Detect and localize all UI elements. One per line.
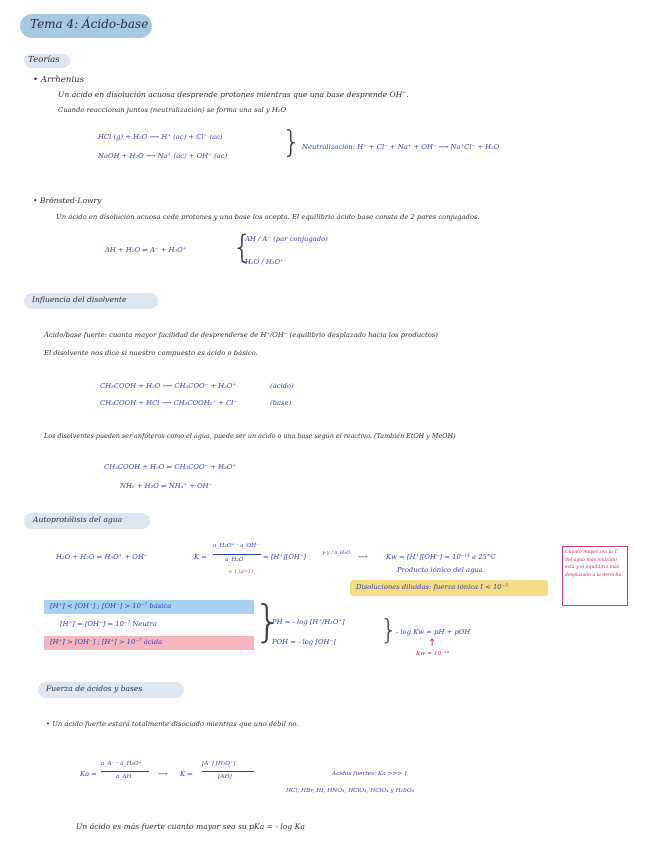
arrhenius-eq1: HCl (g) + H₂O ⟶ H⁺ (ac) + Cl⁻ (ac)	[98, 133, 223, 141]
neutralizacion-eq: Neutralización: H⁺ + Cl⁻ + Na⁺ + OH⁻ ⟶ Na⁺Cl⁻ + H₂O	[302, 143, 500, 151]
kw-up-arrow: ↑	[428, 638, 437, 649]
disolvente-eq2-tag: (base)	[270, 399, 292, 407]
disolvente-eq2: CH₃COOH + HCl ⟶ CH₃COOH₂⁺ + Cl⁻	[100, 399, 237, 407]
disolvente-line2: El disolvente nos dice si nuestro compuesto es ácido o básico.	[44, 349, 258, 357]
row-basic: [H⁺] < [OH⁻] ; [OH⁻] > 10⁻⁷ básica	[50, 602, 172, 610]
arrhenius-desc2: Cuando reaccionan juntos (neutralización) se forma una sal y H₂O	[58, 106, 287, 114]
bronsted-eq: AH + H₂O ⇌ A⁻ + H₃O⁺	[105, 246, 187, 254]
bronsted-pair2: H₂O / H₃O⁺	[245, 258, 284, 266]
k-gamma: γ·γ / a_H₂O	[322, 550, 351, 556]
disolvente-eq4: NH₃ + H₂O ⇌ NH₄⁺ + OH⁻	[120, 482, 213, 490]
poh-formula: POH = - log [OH⁻]	[272, 638, 336, 646]
ka-numerator: a_A⁻ · a_H₃O⁺	[101, 761, 142, 767]
section-heading-fuerza: Fuerza de ácidos y bases	[46, 684, 143, 693]
section-heading-disolvente: Influencia del disolvente	[32, 295, 127, 304]
ka-denominator: a_AH	[116, 774, 132, 780]
fuerza-line2: Un ácido es más fuerte cuanto mayor sea su pKa = - log Ka	[76, 822, 305, 831]
arrhenius-eq2: NaOH + H₂O ⟶ Na⁺ (ac) + OH⁻ (ac)	[98, 152, 228, 160]
section-heading-autoprotolisis: Autoprotólisis del agua	[33, 515, 123, 524]
strong-acids: Ácidos fuertes: Ka >>> 1	[332, 771, 408, 777]
k-rhs: = [H⁺][OH⁻]	[263, 553, 307, 561]
row-acid: [H⁺] > [OH⁻] ; [H⁺] > 10⁻⁷ ácida	[50, 638, 163, 646]
kw-value: Kw = 10⁻¹⁴	[416, 651, 449, 657]
k-arrow: ⟶	[358, 553, 368, 561]
k-mid: K =	[180, 770, 193, 778]
ka-arrow: ⟶	[158, 770, 168, 778]
section-heading-teorias: Teorías	[28, 55, 60, 65]
k-mid-denominator: [AH]	[218, 774, 232, 780]
kw-label: Producto iónico del agua.	[397, 566, 486, 574]
k-numerator: a_H₃O⁺ · a_OH⁻	[213, 543, 260, 549]
arrhenius-brace: }	[282, 125, 302, 160]
pkw-brace: }	[380, 613, 398, 646]
ph-formula: PH = - log [H⁺/H₃O⁺]	[272, 618, 345, 626]
page-title: Tema 4: Ácido-base	[30, 17, 149, 31]
pkw-formula: - log Kw = pH + pOH	[396, 628, 471, 636]
kw-expression: Kw = [H⁺][OH⁻] = 10⁻¹⁴ a 25°C	[386, 553, 496, 561]
bronsted-pair1: AH / A⁻ (par conjugado)	[245, 235, 328, 243]
bronsted-heading: • Brönsted-Lowry	[33, 196, 102, 205]
k-denominator: a_H₂O	[225, 557, 244, 563]
k-fraction-line	[213, 554, 261, 555]
disolvente-eq3: CH₃COOH + H₂O ⇌ CH₃COO⁻ + H₃O⁺	[104, 463, 236, 471]
disolvente-eq1: CH₃COOH + H₂O ⟶ CH₃COO⁻ + H₃O⁺	[100, 382, 237, 390]
temperature-note: Cuanto mayor sea la T del agua más ionizado está y el equilibrio más desplazado a la derecha.	[565, 550, 623, 578]
k-mid-fraction-line	[202, 771, 254, 772]
disolvente-line3: Los disolventes pueden ser anfóteros como el agua, puede ser un ácido o una base según el reactivo. (También EtOH y MeOH)	[44, 432, 456, 440]
dilute-note: Disoluciones diluidas: fuerza iónica I < 10⁻³	[356, 583, 508, 591]
disolvente-line1: Ácido/base fuerte: cuanta mayor facilidad de desprenderse de H⁺/OH⁻ (equilibrio desplazado hacia los productos)	[44, 331, 438, 339]
ka-lhs: Ka =	[80, 770, 97, 778]
arrhenius-desc: Un ácido en disolución acuosa desprende protones mientras que una base desprende OH⁻.	[58, 90, 409, 99]
row-neutral: [H⁺] = [OH⁻] = 10⁻⁷ Neutra	[60, 620, 157, 628]
autoprotolisis-eq: H₂O + H₂O ⇌ H₃O⁺ + OH⁻	[56, 553, 148, 561]
fuerza-line1: • Un ácido fuerte estará totalmente disociado mientras que uno débil no.	[46, 720, 299, 728]
bronsted-brace: {	[232, 228, 253, 266]
k-mid-numerator: [A⁻] [H₃O⁺]	[202, 761, 236, 767]
arrhenius-heading: • Arrhenius	[33, 75, 85, 85]
k-note: ≈ 1 (a=1)	[228, 569, 253, 575]
ka-fraction-line	[101, 771, 149, 772]
ph-brace: }	[254, 596, 282, 647]
disolvente-eq1-tag: (ácido)	[270, 382, 294, 390]
bronsted-desc: Un ácido en disolución acuosa cede protones y una base los acepta. El equilibrio ácido base consta de 2 pares conjugados.	[56, 213, 480, 221]
strong-acids-list: HCl, HBr, HI, HNO₃, HClO₃, HClO₄ y H₂SO₄	[286, 788, 414, 794]
k-lhs: K =	[194, 553, 207, 561]
